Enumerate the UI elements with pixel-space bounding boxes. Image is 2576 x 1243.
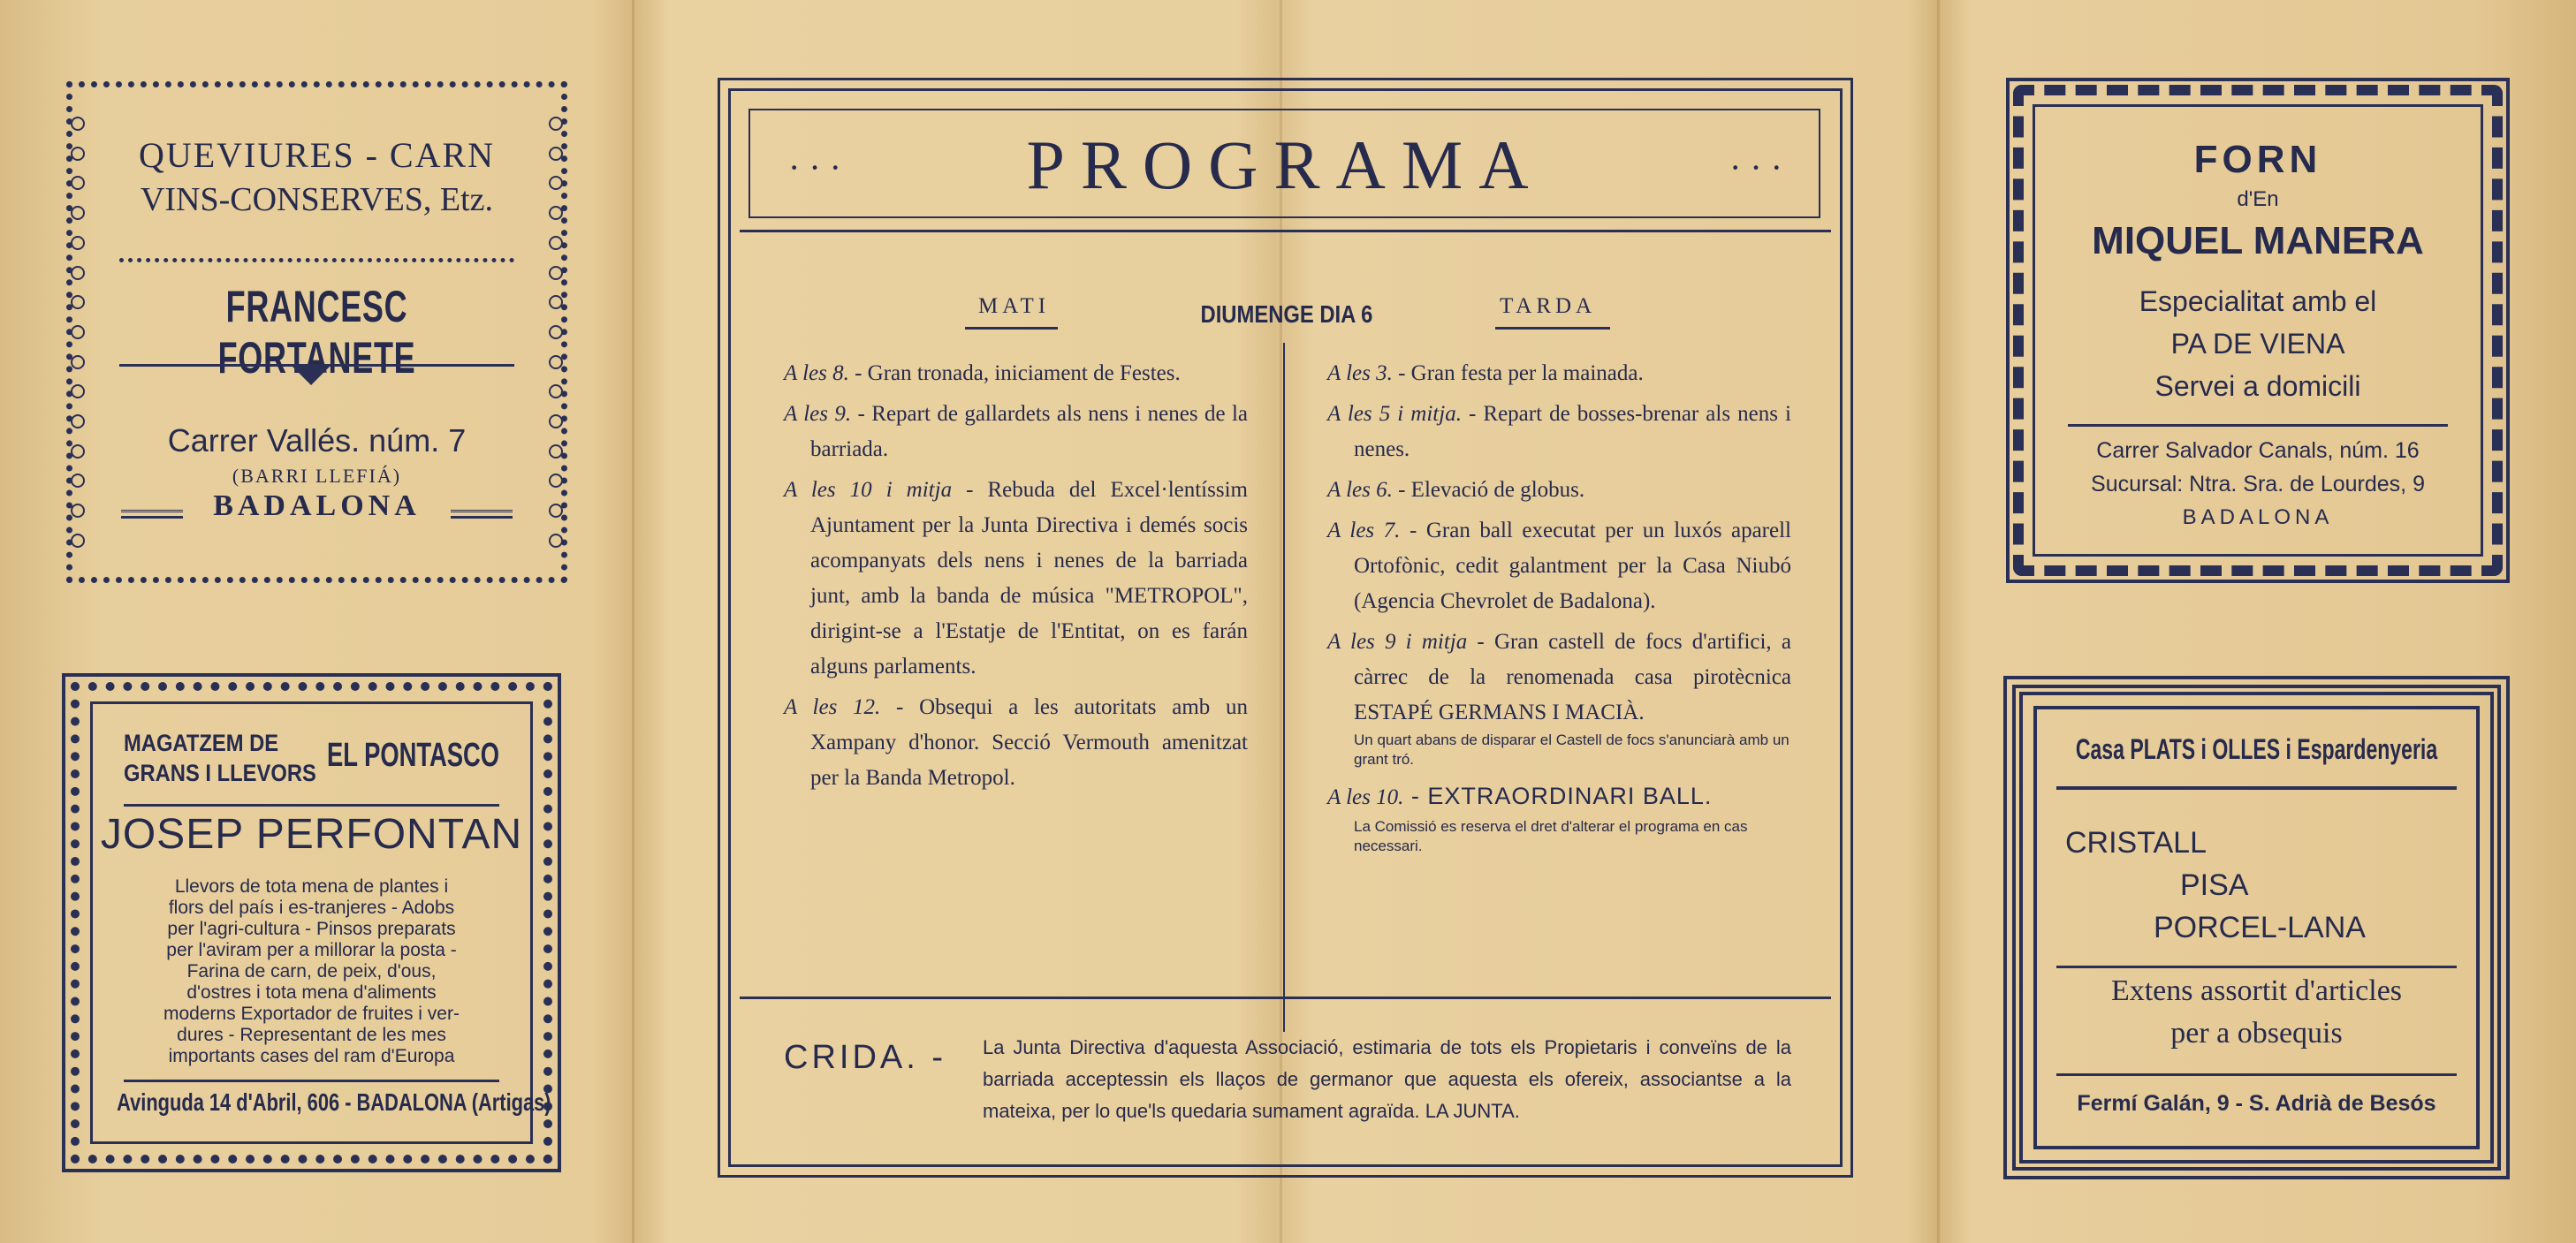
fold-line-right — [1937, 0, 1940, 1243]
ad-divider-middle — [2056, 966, 2457, 968]
ad-name: FRANCESC FORTANETE — [217, 282, 416, 383]
ad-address: Carrer Vallés. núm. 7 — [167, 422, 467, 459]
ad-spec-3: Servei a domicili — [2154, 370, 2361, 402]
fold-line-left — [632, 0, 635, 1243]
ad-bakery — [2006, 78, 2510, 583]
ad-title: Casa PLATS i OLLES i Espardenyeria — [2075, 733, 2438, 765]
programa-title: PROGRAMA — [1026, 126, 1545, 203]
morning-item: A les 9. - Repart de gallardets als nens i nenes de la barriada. — [784, 402, 1249, 461]
morning-item: A les 12. - Obsequi a les autoritats amb un Xampany d'honor. Secció Vermouth amenitzat per la Banda Metropol. — [784, 695, 1249, 790]
afternoon-underline — [1495, 327, 1610, 330]
ad-item-3: PORCEL-LANA — [2154, 911, 2366, 944]
ad-line-2: d'En — [2237, 187, 2279, 211]
ad-line-2: VINS-CONSERVES, Etz. — [140, 181, 494, 218]
ad-item-2: PISA — [2180, 868, 2249, 902]
ad-address: Fermí Galán, 9 - S. Adrià de Besós — [2077, 1091, 2436, 1116]
afternoon-item: A les 5 i mitja. - Repart de bosses-brenar als nens i nenes. — [1327, 402, 1791, 461]
ad-spec-2: PA DE VIENA — [2170, 328, 2345, 360]
programa-panel — [718, 78, 1853, 1178]
afternoon-heading: TARDA — [1500, 294, 1597, 318]
ad-city: BADALONA — [213, 489, 421, 522]
ad-address-2: Sucursal: Ntra. Sra. de Lourdes, 9 — [2091, 472, 2425, 496]
ad-heading-left-1: MAGATZEM DE — [124, 730, 279, 756]
ad-address: Avinguda 14 d'Abril, 606 - BADALONA (Artigas) — [117, 1088, 551, 1116]
afternoon-item-final: A les 10. - EXTRAORDINARI BALL. — [1327, 783, 1713, 809]
column-divider — [1283, 343, 1285, 1032]
ad-groceries — [66, 81, 567, 583]
ad-item-1: CRISTALL — [2065, 826, 2207, 860]
ad-city-rule-right — [451, 510, 513, 519]
ad-divider-top — [2056, 786, 2457, 790]
afternoon-item: A les 7. - Gran ball executat per un luxós aparell Ortofònic, cedit galantment per la Casa Niubó (Agencia Chevrolet de Badalona). — [1327, 519, 1791, 613]
ad-divider-bottom — [2056, 1073, 2457, 1076]
ad-city: BADALONA — [2182, 505, 2334, 529]
ad-line-1: QUEVIURES - CARN — [138, 135, 496, 175]
morning-schedule — [784, 356, 1248, 801]
fireworks-note: Un quart abans de disparar el Castell de focs s'anunciarà amb un grant tró. — [1354, 731, 1790, 768]
ad-divider — [2068, 424, 2448, 427]
ad-heading-right: EL PONTASCO — [327, 737, 500, 774]
morning-item: A les 10 i mitja - Rebuda del Excel·lentíssim Ajuntament per la Junta Directiva i demés socis acompanyats dels nens i nenes de la barriada junt, amb la banda de música "METROPOL", dirigint-se a l'Estatje de l'Entitat, on es farán alguns parlaments. — [784, 478, 1248, 678]
ad-divider-top — [119, 258, 514, 262]
ad-divider — [124, 804, 499, 807]
ad-address-1: Carrer Salvador Canals, núm. 16 — [2096, 438, 2420, 463]
morning-item: A les 8. - Gran tronada, iniciament de Festes. — [784, 361, 1181, 385]
afternoon-schedule — [1327, 356, 1791, 856]
crida-text: La Junta Directiva d'aquesta Associació, estimaria de tots els Propietaris i conveïns de la barriada acceptessin els llaços de germanor que aquesta els ofereix, associantse a la mateixa, per lo que'ls quedaria sumament agraïda. LA JUNTA. — [983, 1036, 1791, 1122]
ad-pointer-ornament — [292, 366, 331, 385]
morning-underline — [965, 327, 1058, 330]
morning-heading: MATI — [978, 294, 1051, 318]
commission-note: La Comissió es reserva el dret d'alterar el programa en cas necessari. — [1354, 818, 1748, 854]
ad-desc-2: per a obsequis — [2170, 1017, 2343, 1050]
ad-pottery — [2003, 676, 2510, 1179]
ad-line-1: FORN — [2193, 138, 2322, 181]
ad-heading-left — [124, 728, 316, 788]
afternoon-item: A les 9 i mitja - Gran castell de focs d'artifici, a càrrec de la renomenada casa pirotècnica ESTAPÉ GERMANS I MACIÀ. — [1327, 630, 1791, 724]
ad-seeds — [62, 673, 561, 1172]
day-heading: DIUMENGE DIA 6 — [1200, 300, 1373, 328]
ad-body: Llevors de tota mena de plantes i flors del país i es-tranjeres - Adobs per l'agri-cultura - Pinsos preparats per l'aviram per a millorar la posta - Farina de carn, de peix, d'ous, d'ostres i tota mena d'aliments moderns Exportador de fruites i ver-dures - Representant de les mes importants cases del ram d'Europa — [163, 876, 460, 1066]
ad-spec-1: Especialitat amb el — [2139, 285, 2377, 317]
crida-label: CRIDA. - — [784, 1039, 946, 1076]
ad-heading-left-2: GRANS I LLEVORS — [124, 760, 316, 786]
crida-divider — [740, 997, 1831, 999]
ad-divider-bottom — [124, 1080, 499, 1082]
ad-district: (BARRI LLEFIÁ) — [232, 465, 402, 487]
ornament-dots-right: · · · — [1729, 148, 1782, 187]
ad-name: MIQUEL MANERA — [2092, 219, 2424, 262]
afternoon-item: A les 6. - Elevació de globus. — [1327, 478, 1585, 502]
ad-name: JOSEP PERFONTAN — [100, 811, 523, 858]
title-divider — [740, 230, 1831, 232]
ad-desc-1: Extens assortit d'articles — [2110, 974, 2403, 1007]
afternoon-item: A les 3. - Gran festa per la mainada. — [1327, 361, 1644, 385]
ornament-dots-left: · · · — [788, 148, 841, 187]
